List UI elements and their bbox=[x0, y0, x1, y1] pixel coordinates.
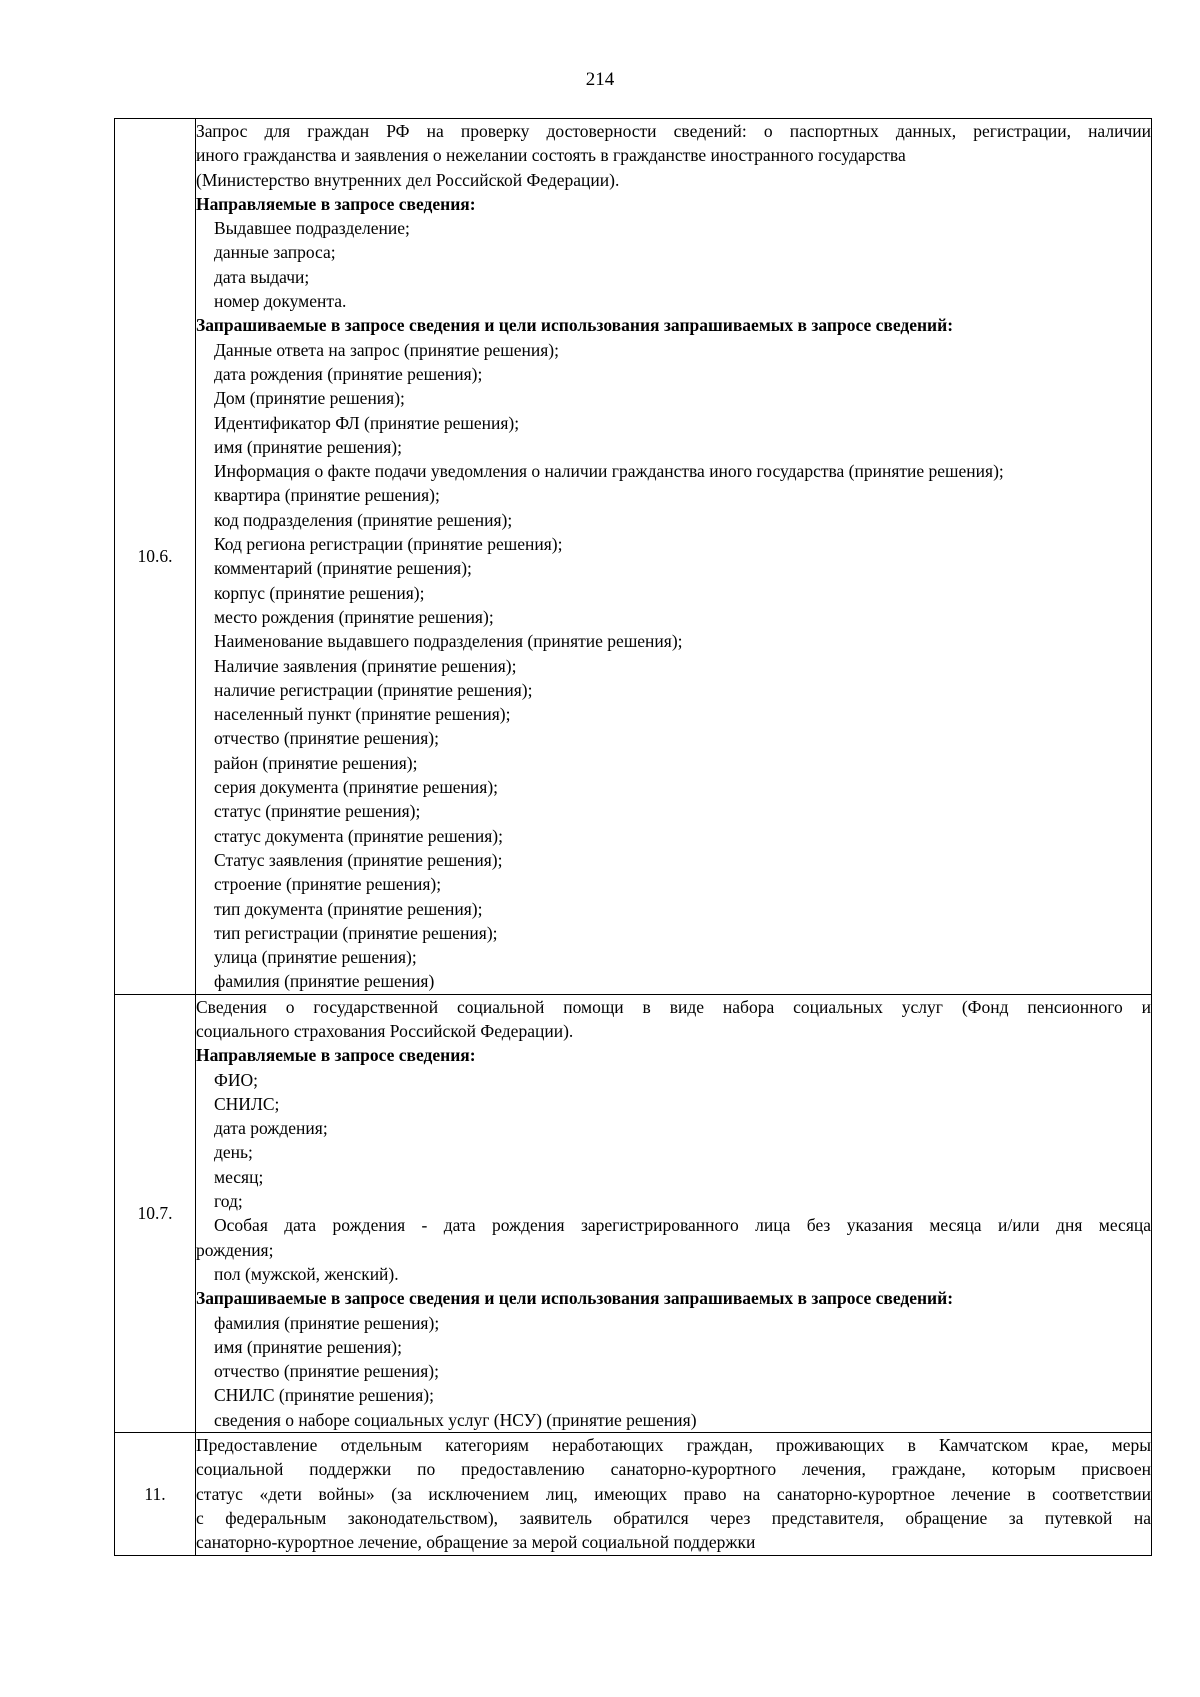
description-line: социальной поддержки по предоставлению санаторно-курортного лечения, граждане, которым присвоен bbox=[196, 1459, 1151, 1480]
list-item: комментарий (принятие решения); bbox=[214, 558, 472, 579]
list-item: статус документа (принятие решения); bbox=[214, 825, 503, 846]
list-item: Данные ответа на запрос (принятие решения); bbox=[214, 339, 559, 360]
table-row bbox=[115, 119, 1152, 995]
list-item: отчество (принятие решения); bbox=[214, 1361, 439, 1382]
row-number: 10.7. bbox=[115, 994, 196, 1432]
table-row bbox=[115, 1433, 1152, 1555]
list-item: дата рождения (принятие решения); bbox=[214, 363, 483, 384]
list-item: корпус (принятие решения); bbox=[214, 582, 425, 603]
list-item: пол (мужской, женский). bbox=[214, 1263, 399, 1284]
list-item: район (принятие решения); bbox=[214, 752, 418, 773]
description-line: (Министерство внутренних дел Российской Федерации). bbox=[196, 169, 620, 190]
list-item: улица (принятие решения); bbox=[214, 947, 417, 968]
list-item: Код региона регистрации (принятие решения); bbox=[214, 534, 563, 555]
description-line: статус «дети войны» (за исключением лиц, имеющих право на санаторно-курортное лечение в соответствии bbox=[196, 1483, 1151, 1504]
list-item: Статус заявления (принятие решения); bbox=[214, 849, 503, 870]
list-item: сведения о наборе социальных услуг (НСУ) (принятие решения) bbox=[214, 1409, 697, 1430]
list-item: тип регистрации (принятие решения); bbox=[214, 922, 498, 943]
list-item: имя (принятие решения); bbox=[214, 1336, 402, 1357]
row-number: 11. bbox=[115, 1433, 196, 1555]
section-heading: Направляемые в запросе сведения: bbox=[196, 193, 476, 214]
document-table-body bbox=[115, 119, 1152, 1556]
list-item: день; bbox=[214, 1142, 253, 1163]
row-content bbox=[196, 994, 1152, 1432]
list-item: наличие регистрации (принятие решения); bbox=[214, 679, 533, 700]
list-item: населенный пункт (принятие решения); bbox=[214, 704, 511, 725]
list-item: дата рождения; bbox=[214, 1118, 328, 1139]
list-item: Особая дата рождения - дата рождения зарегистрированного лица без указания месяца и/или дня месяца bbox=[214, 1215, 1151, 1236]
list-item: тип документа (принятие решения); bbox=[214, 898, 483, 919]
list-item: СНИЛС; bbox=[214, 1093, 280, 1114]
description-line: социального страхования Российской Федерации). bbox=[196, 1020, 574, 1041]
section-heading: Запрашиваемые в запросе сведения и цели использования запрашиваемых в запросе сведений: bbox=[196, 315, 954, 336]
list-item: год; bbox=[214, 1191, 243, 1212]
row-content bbox=[196, 119, 1152, 995]
list-item: дата выдачи; bbox=[214, 266, 310, 287]
page-number: 214 bbox=[585, 69, 615, 90]
list-item: номер документа. bbox=[214, 291, 347, 312]
list-item: строение (принятие решения); bbox=[214, 874, 442, 895]
section-heading: Запрашиваемые в запросе сведения и цели использования запрашиваемых в запросе сведений: bbox=[196, 1288, 954, 1309]
description-line: Сведения о государственной социальной помощи в виде набора социальных услуг (Фонд пенсионного и bbox=[196, 996, 1151, 1017]
list-item: квартира (принятие решения); bbox=[214, 485, 440, 506]
row-number: 10.6. bbox=[115, 119, 196, 995]
list-item: имя (принятие решения); bbox=[214, 436, 402, 457]
list-item: ФИО; bbox=[214, 1069, 258, 1090]
list-item: серия документа (принятие решения); bbox=[214, 777, 499, 798]
row-content bbox=[196, 1433, 1152, 1555]
list-item: отчество (принятие решения); bbox=[214, 728, 439, 749]
document-table bbox=[114, 118, 1152, 1556]
description-line: иного гражданства и заявления о нежелании состоять в гражданстве иностранного государства bbox=[196, 145, 906, 166]
list-item: Идентификатор ФЛ (принятие решения); bbox=[214, 412, 520, 433]
list-item: место рождения (принятие решения); bbox=[214, 606, 494, 627]
description-line: Запрос для граждан РФ на проверку достоверности сведений: о паспортных данных, регистрации, наличии bbox=[196, 121, 1151, 141]
description-line: Предоставление отдельным категориям неработающих граждан, проживающих в Камчатском крае, меры bbox=[196, 1435, 1151, 1456]
list-item: месяц; bbox=[214, 1166, 264, 1187]
description-line: с федеральным законодательством), заявитель обратился через представителя, обращение за путевкой на bbox=[196, 1507, 1151, 1528]
section-heading: Направляемые в запросе сведения: bbox=[196, 1045, 476, 1066]
list-item: СНИЛС (принятие решения); bbox=[214, 1385, 434, 1406]
list-item: Информация о факте подачи уведомления о наличии гражданства иного государства (принятие решения); bbox=[214, 461, 1004, 482]
list-item: фамилия (принятие решения); bbox=[214, 1312, 440, 1333]
list-item: статус (принятие решения); bbox=[214, 801, 421, 822]
list-item: Дом (принятие решения); bbox=[214, 388, 405, 409]
list-item: код подразделения (принятие решения); bbox=[214, 509, 513, 530]
table-row bbox=[115, 994, 1152, 1432]
list-item: Наличие заявления (принятие решения); bbox=[214, 655, 517, 676]
description-line: рождения; bbox=[196, 1239, 274, 1260]
list-item: Выдавшее подразделение; bbox=[214, 218, 410, 239]
description-line: санаторно-курортное лечение, обращение за мерой социальной поддержки bbox=[196, 1532, 756, 1553]
list-item: фамилия (принятие решения) bbox=[214, 971, 435, 992]
list-item: данные запроса; bbox=[214, 242, 336, 263]
list-item: Наименование выдавшего подразделения (принятие решения); bbox=[214, 631, 683, 652]
